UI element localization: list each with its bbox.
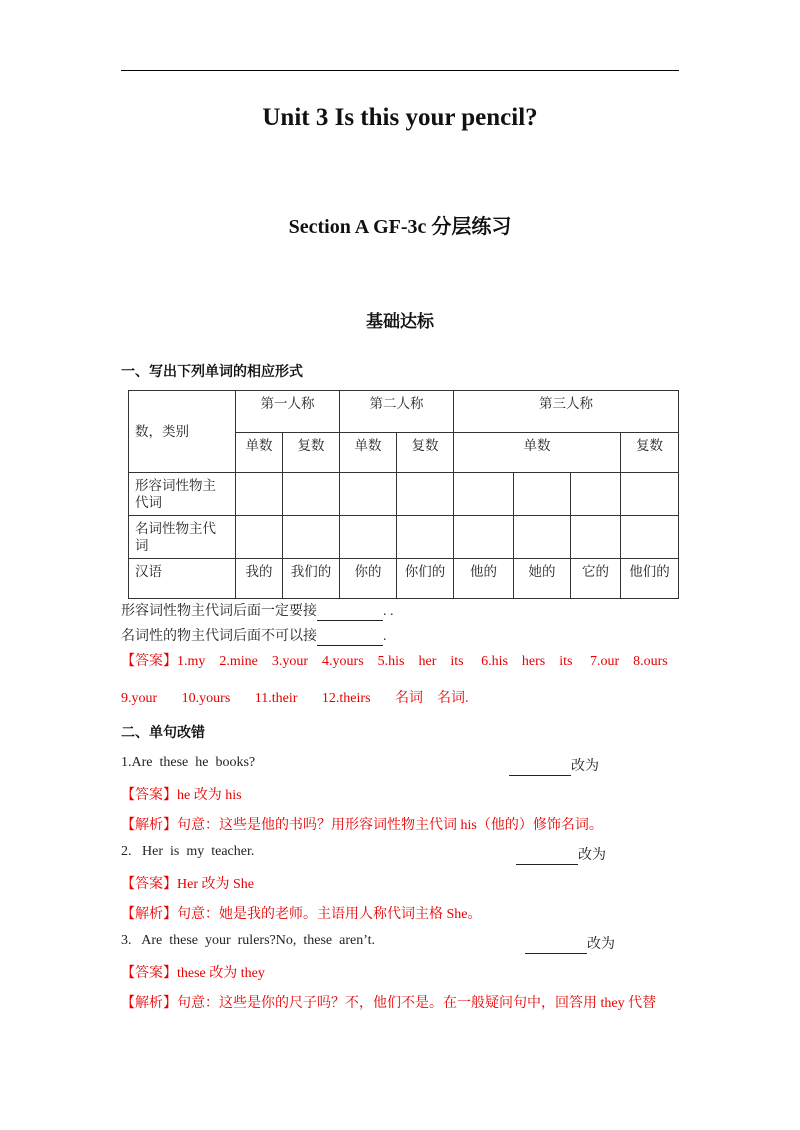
hanyu-cell: 我的 — [236, 559, 283, 599]
note-2-text: 名词性的物主代词后面不可以接 — [121, 629, 317, 644]
section2-heading: 二、单句改错 — [121, 725, 205, 741]
answer-cell[interactable] — [571, 473, 621, 516]
note-2-suffix: . — [383, 629, 387, 644]
note-2 — [121, 625, 387, 646]
explain-text: 句意：她是我的老师。主语用人称代词主格 She。 — [177, 907, 482, 922]
hanyu-cell: 她的 — [514, 559, 571, 599]
answer-cell[interactable] — [454, 516, 514, 559]
answer-cell[interactable] — [340, 516, 397, 559]
fill-blank[interactable] — [317, 629, 383, 646]
section1-heading: 一、写出下列单词的相应形式 — [121, 364, 303, 380]
answer-cell[interactable] — [236, 516, 283, 559]
question-3 — [121, 933, 681, 952]
answer-cell[interactable] — [571, 516, 621, 559]
answer-cell[interactable] — [236, 473, 283, 516]
answer-cell[interactable] — [621, 473, 679, 516]
answer-cell[interactable] — [397, 516, 454, 559]
sub-header: 单数 — [454, 433, 621, 473]
explain-2-line — [121, 903, 482, 923]
answer-cell[interactable] — [454, 473, 514, 516]
explain-text: 句意：这些是他的书吗？用形容词性物主代词 his（他的）修饰名词。 — [177, 818, 603, 833]
correction-slot — [509, 755, 599, 776]
question-text: 2. Her is my teacher. — [121, 844, 255, 859]
answer-cell[interactable] — [283, 516, 340, 559]
answer-3-line — [121, 962, 265, 982]
hanyu-cell: 你们的 — [397, 559, 454, 599]
answer-cell[interactable] — [397, 473, 454, 516]
answer-cell[interactable] — [340, 473, 397, 516]
answer-label: 【答案】 — [121, 654, 177, 669]
group-second-person: 第二人称 — [340, 391, 454, 433]
fill-blank[interactable] — [516, 848, 578, 865]
hanyu-cell: 他的 — [454, 559, 514, 599]
group-third-person: 第三人称 — [454, 391, 679, 433]
table-corner: 数，类别 — [129, 391, 236, 473]
hanyu-cell: 他们的 — [621, 559, 679, 599]
question-text: 1.Are these he books? — [121, 755, 256, 770]
gaiwei-label: 改为 — [571, 759, 599, 774]
sub-header: 复数 — [283, 433, 340, 473]
answer-text: he 改为 his — [177, 788, 242, 803]
fill-blank[interactable] — [509, 759, 571, 776]
answer-label: 【答案】 — [121, 788, 177, 803]
group-first-person: 第一人称 — [236, 391, 340, 433]
answer-label: 【答案】 — [121, 877, 177, 892]
answer-cell[interactable] — [621, 516, 679, 559]
answer-line-1: 1.my 2.mine 3.your 4.yours 5.his her its 6.his hers its 7.our 8.ours — [177, 654, 668, 669]
sub-header: 单数 — [340, 433, 397, 473]
answer-text: these 改为 they — [177, 966, 265, 981]
answer-line-2: 9.your 10.yours 11.their 12.theirs 名词 名词. — [121, 691, 469, 706]
explain-3-line — [121, 992, 656, 1012]
answer-text: Her 改为 She — [177, 877, 254, 892]
explain-label: 【解析】 — [121, 818, 177, 833]
hanyu-cell: 我们的 — [283, 559, 340, 599]
answer-2-line — [121, 873, 254, 893]
explain-label: 【解析】 — [121, 907, 177, 922]
level-heading: 基础达标 — [366, 312, 434, 331]
hanyu-cell: 你的 — [340, 559, 397, 599]
sub-header: 复数 — [397, 433, 454, 473]
header-rule — [121, 70, 679, 71]
gaiwei-label: 改为 — [578, 848, 606, 863]
answer-1-line — [121, 784, 242, 804]
row-label: 形容词性物主代词 — [129, 473, 236, 516]
row-label: 汉语 — [129, 559, 236, 599]
note-1-text: 形容词性物主代词后面一定要接 — [121, 604, 317, 619]
sub-header: 复数 — [621, 433, 679, 473]
fill-blank[interactable] — [317, 604, 383, 621]
page-subtitle: Section A GF-3c 分层练习 — [288, 216, 512, 238]
answer-1 — [121, 650, 668, 670]
pronoun-table — [128, 390, 679, 599]
sub-header: 单数 — [236, 433, 283, 473]
answer-cell[interactable] — [514, 516, 571, 559]
note-1-suffix: . . — [383, 604, 394, 619]
question-text: 3. Are these your rulers?No, these aren’t. — [121, 933, 375, 948]
note-1 — [121, 600, 394, 621]
hanyu-cell: 它的 — [571, 559, 621, 599]
row-label: 名词性物主代词 — [129, 516, 236, 559]
page-title: Unit 3 Is this your pencil? — [262, 104, 538, 131]
fill-blank[interactable] — [525, 937, 587, 954]
answer-cell[interactable] — [283, 473, 340, 516]
question-2 — [121, 844, 681, 863]
answer-label: 【答案】 — [121, 966, 177, 981]
explain-1-line — [121, 814, 603, 834]
explain-label: 【解析】 — [121, 996, 177, 1011]
gaiwei-label: 改为 — [587, 937, 615, 952]
correction-slot — [525, 933, 615, 954]
correction-slot — [516, 844, 606, 865]
answer-cell[interactable] — [514, 473, 571, 516]
question-1 — [121, 755, 681, 774]
explain-text: 句意：这些是你的尺子吗？不，他们不是。在一般疑问句中，回答用 they 代替 — [177, 996, 657, 1011]
